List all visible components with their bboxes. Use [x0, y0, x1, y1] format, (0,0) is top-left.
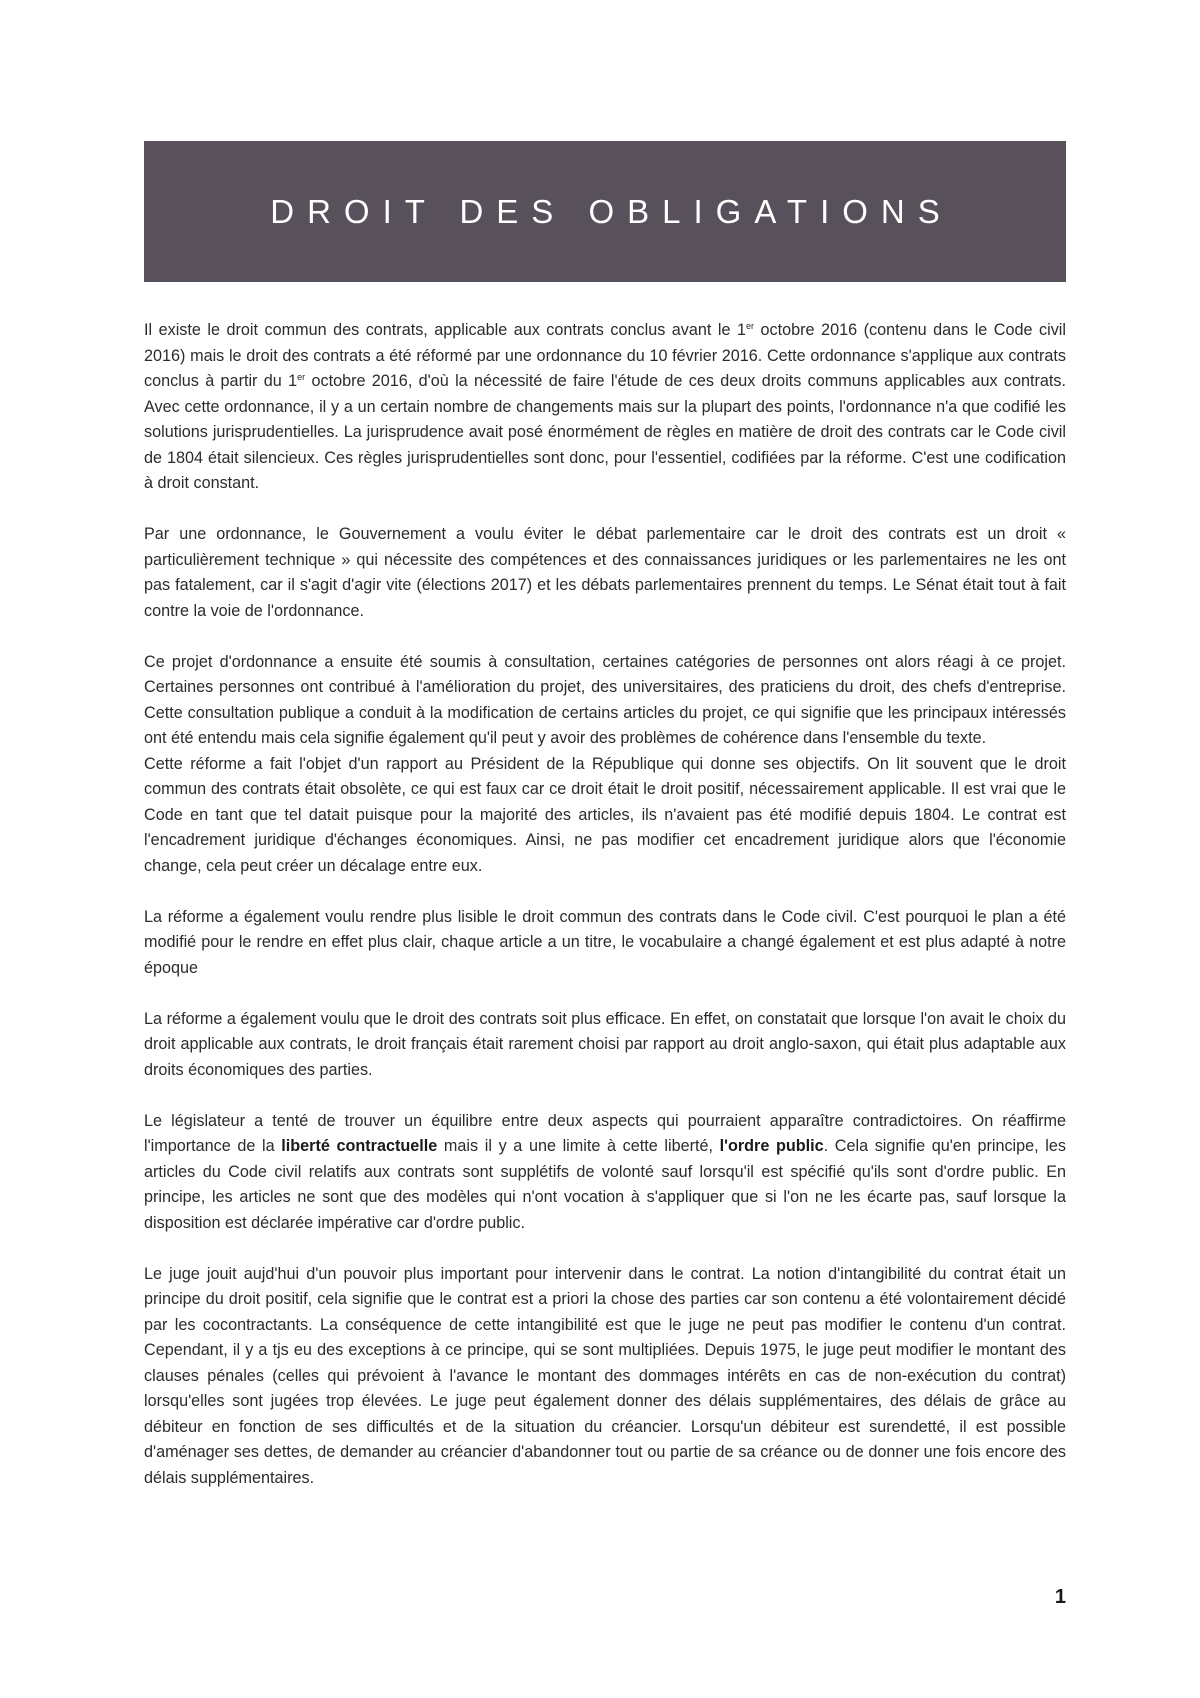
paragraph-rapport: Cette réforme a fait l'objet d'un rapport au Président de la République qui donne ses objectifs. On lit souvent que le droit commun des contrats était obsolète, ce qui est faux car ce droit était le droit positif, nécessairement applicable. Il est vrai que le Code en tant que tel datait puisque pour la majorité des articles, ils n'avaient pas été modifié depuis 1804. Le contrat est l'encadrement juridique d'échanges économiques. Ainsi, ne pas modifier cet encadrement juridique alors que l'économie change, cela peut créer un décalage entre eux. [144, 754, 1066, 875]
paragraph-intro [144, 318, 1066, 497]
paragraph-juge: Le juge jouit aujd'hui d'un pouvoir plus important pour intervenir dans le contrat. La notion d'intangibilité du contrat était un principe du droit positif, cela signifie que le contrat est a priori la chose des parties car son contenu a été volontairement décidé par les cocontractants. La conséquence de cette intangibilité est que le juge ne peut pas modifier le contenu d'un contrat. Cependant, il y a tjs eu des exceptions à ce principe, qui se sont multipliées. Depuis 1975, le juge peut modifier le montant des clauses pénales (celles qui prévoient à l'avance le montant des dommages intérêts en cas de non-exécution du contrat) lorsqu'elles sont jugées trop élevées. Le juge peut également donner des délais supplémentaires, des délais de grâce au débiteur en fonction de ses difficultés et de la situation du créancier. Lorsqu'un débiteur est surendetté, il est possible d'aménager ses dettes, de demander au créancier d'abandonner tout ou partie de sa créance ou de donner une fois encore des délais supplémentaires. [144, 1264, 1066, 1487]
paragraph-consultation: Ce projet d'ordonnance a ensuite été soumis à consultation, certaines catégories de personnes ont alors réagi à ce projet. Certaines personnes ont contribué à l'amélioration du projet, des universitaires, des praticiens du droit, des chefs d'entreprise. Cette consultation publique a conduit à la modification de certains articles du projet, ce qui signifie que les principaux intéressés ont été entendu mais cela signifie également qu'il peut y avoir des problèmes de cohérence dans l'ensemble du texte. [144, 652, 1066, 747]
document-body [144, 318, 1066, 1491]
paragraph-text: octobre 2016 (contenu dans le Code civil 2016) mais le droit des contrats a été réformé par une ordonnance du 10 février 2016. Cette ordonnance s'applique aux contrats conclus à partir du 1 [144, 321, 1066, 390]
paragraph-ordonnance: Par une ordonnance, le Gouvernement a voulu éviter le débat parlementaire car le droit des contrats est un droit « particulièrement technique » qui nécessite des compétences et des connaissances juridiques or les parlementaires ne les ont pas fatalement, car il s'agit d'agir vite (élections 2017) et les débats parlementaires prennent du temps. Le Sénat était tout à fait contre la voie de l'ordonnance. [144, 525, 1066, 620]
superscript: er [297, 372, 306, 382]
superscript: er [746, 321, 755, 331]
bold-term: liberté contractuelle [281, 1137, 438, 1155]
paragraph-lisibilite: La réforme a également voulu rendre plus lisible le droit commun des contrats dans le Code civil. C'est pourquoi le plan a été modifié pour le rendre en effet plus clair, chaque article a un titre, le vocabulaire a changé également et est plus adapté à notre époque [144, 907, 1066, 977]
title-banner [144, 141, 1066, 282]
paragraph-text: . Cela signifie qu'en principe, les articles du Code civil relatifs aux contrats sont supplétifs de volonté sauf lorsqu'il est spécifié qu'ils sont d'ordre public. En principe, les articles ne sont que des modèles qui n'ont vocation à s'appliquer que si l'on ne les écarte pas, sauf lorsque la disposition est déclarée impérative car d'ordre public. [144, 1137, 1066, 1232]
paragraph-efficacite: La réforme a également voulu que le droit des contrats soit plus efficace. En effet, on constatait que lorsque l'on avait le choix du droit applicable aux contrats, le droit français était rarement choisi par rapport au droit anglo-saxon, qui était plus adaptable aux droits économiques des parties. [144, 1009, 1066, 1079]
paragraph-equilibre [144, 1109, 1066, 1237]
paragraph-text: mais il y a une limite à cette liberté, [437, 1137, 720, 1155]
paragraph-text: Il existe le droit commun des contrats, applicable aux contrats conclus avant le 1 [144, 321, 747, 339]
paragraph-text: Le législateur a tenté de trouver un équilibre entre deux aspects qui pourraient apparaître contradictoires. On réaffirme l'importance de la [144, 1111, 1066, 1155]
paragraph-text: octobre 2016, d'où la nécessité de faire l'étude de ces deux droits communs applicables aux contrats. Avec cette ordonnance, il y a un certain nombre de changements mais sur la plupart des points, l'ordonnance n'a que codifié les solutions jurisprudentielles. La jurisprudence avait posé énormément de règles en matière de droit des contrats car le Code civil de 1804 était silencieux. Ces règles jurisprudentielles sont donc, pour l'essentiel, codifiées par la réforme. C'est une codification à droit constant. [144, 372, 1066, 492]
bold-term: l'ordre public [719, 1137, 824, 1155]
page-title: DROIT DES OBLIGATIONS [270, 192, 953, 230]
page-number: 1 [1054, 1586, 1066, 1608]
